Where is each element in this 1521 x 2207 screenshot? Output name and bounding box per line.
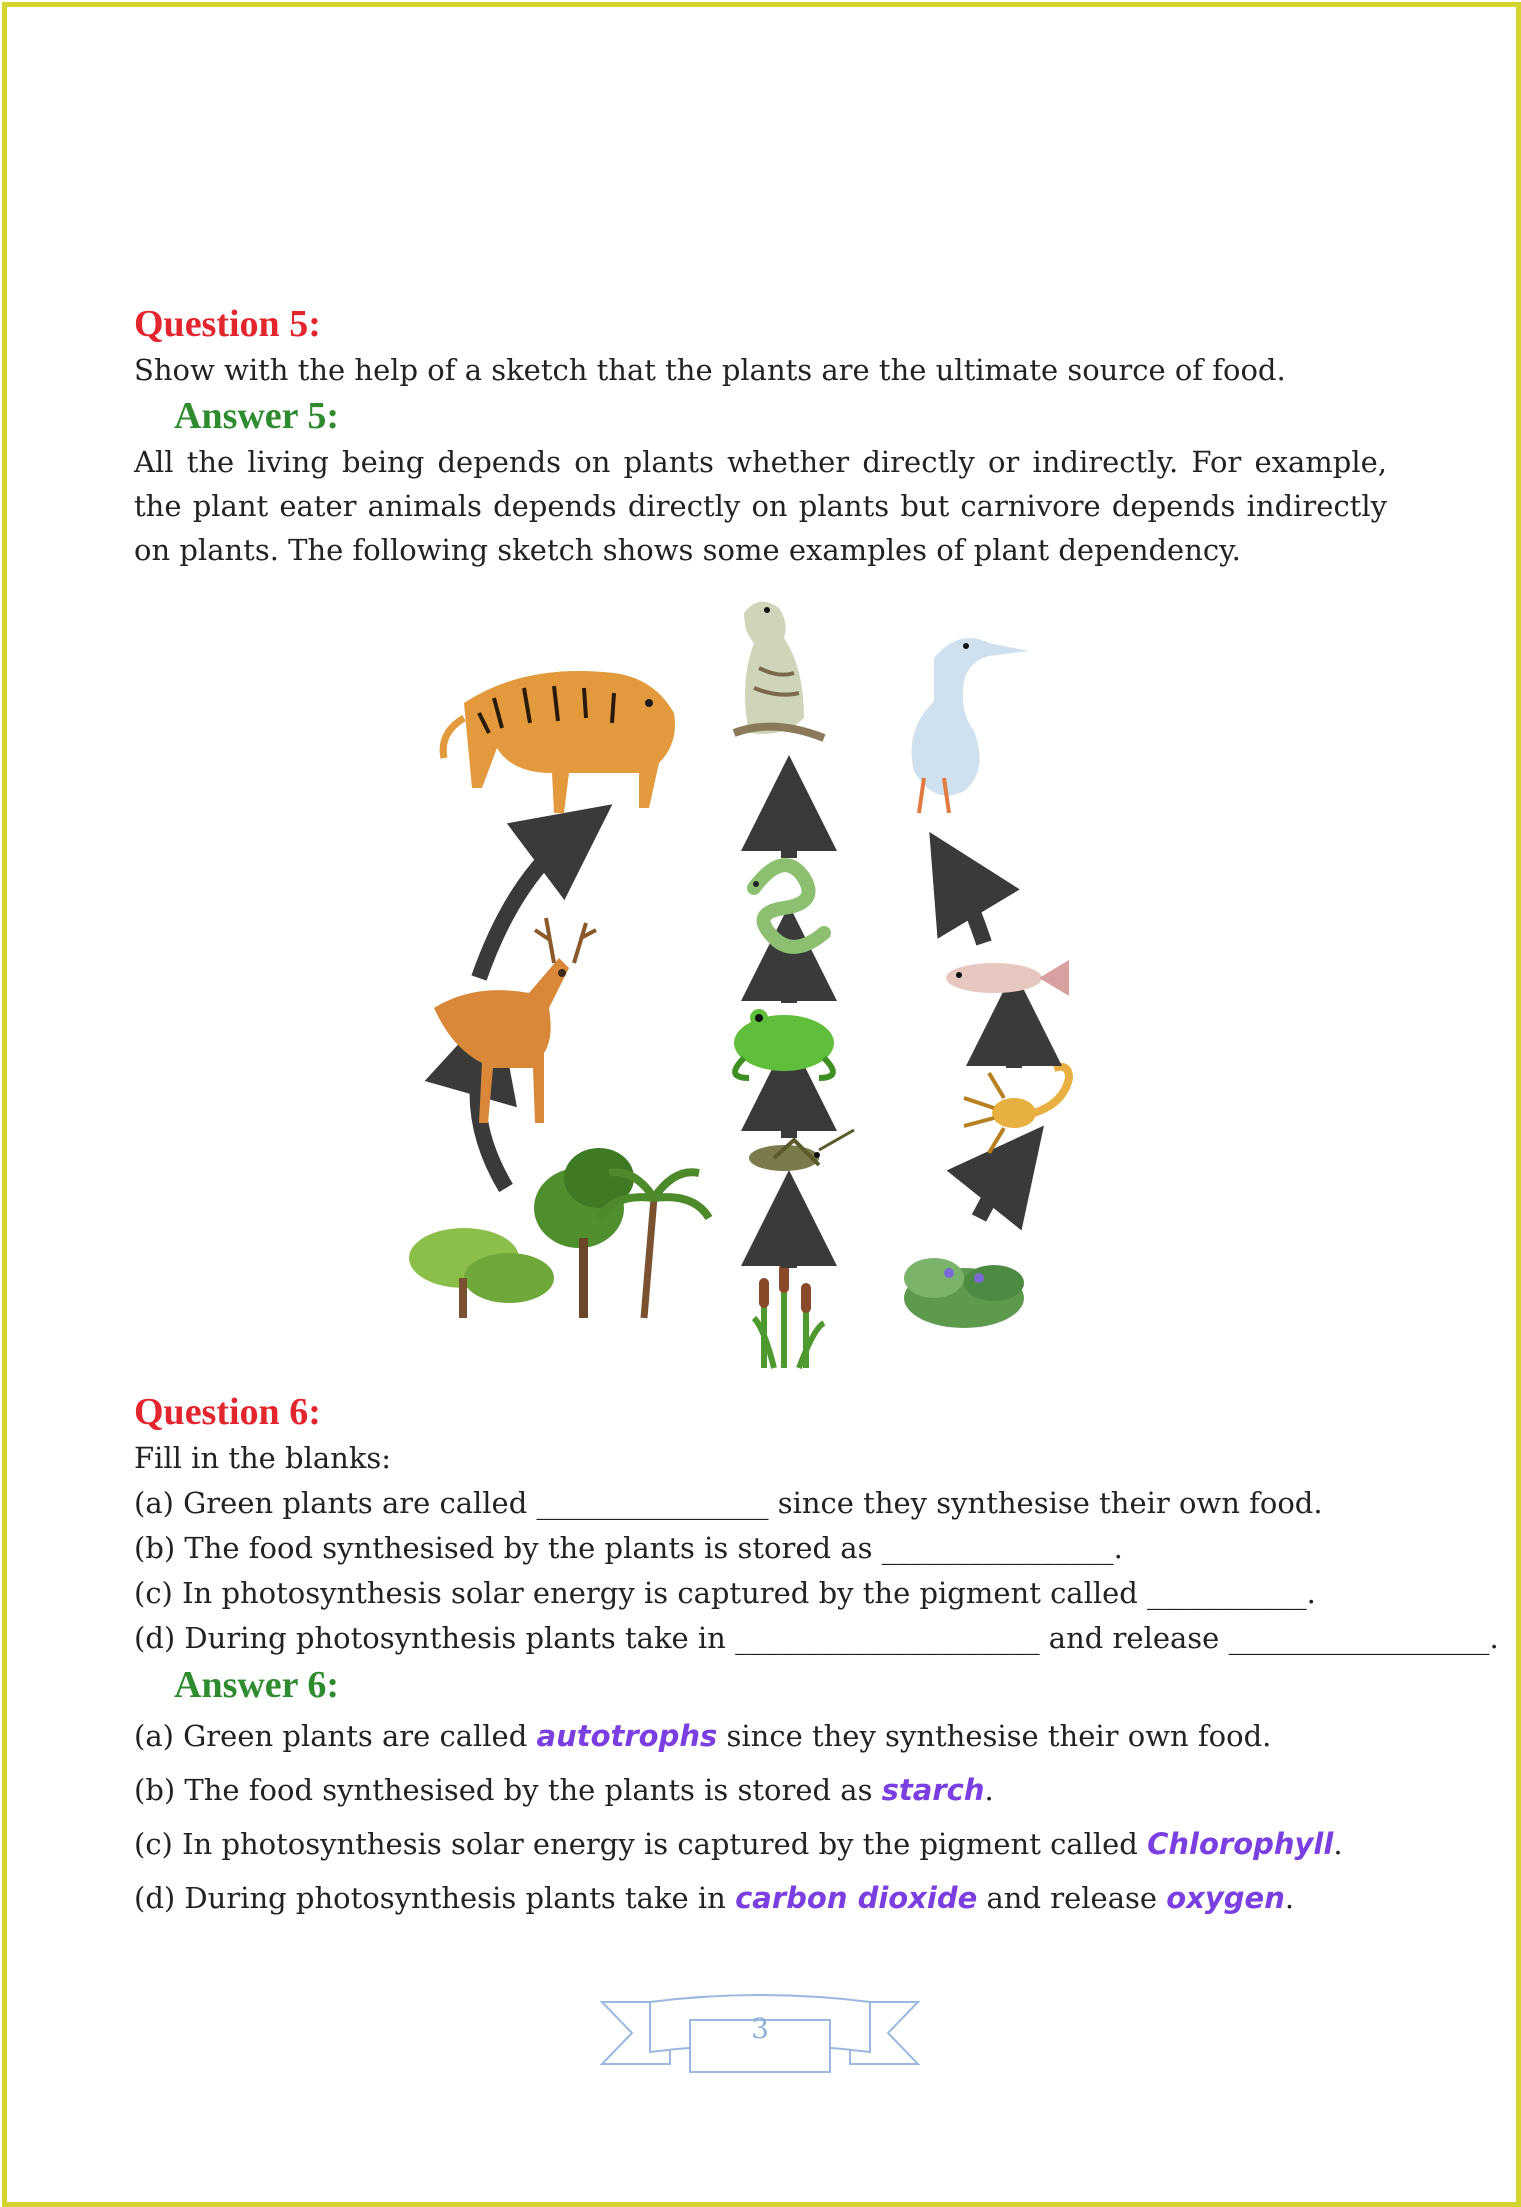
answer-6-d-fill-1: carbon dioxide: [735, 1881, 978, 1915]
answer-6-b-fill: starch: [881, 1773, 985, 1807]
heron-illustration: [912, 638, 1030, 813]
question-6-item-d: (d) During photosynthesis plants take in _____________________ and release __________________.: [134, 1621, 1499, 1655]
deer-illustration: [434, 918, 596, 1123]
snake-illustration: [753, 865, 824, 947]
answer-6-a-fill: autotrophs: [536, 1719, 718, 1753]
answer-6-d-fill-2: oxygen: [1166, 1881, 1285, 1915]
answer-5-heading: Answer 5:: [174, 395, 340, 437]
answer-6-d-mid: and release: [977, 1881, 1167, 1915]
fish-illustration: [946, 960, 1069, 996]
answer-6-item-c: [134, 1817, 1387, 1871]
answer-6-item-d: [134, 1871, 1387, 1925]
answer-6-d-post: .: [1284, 1881, 1295, 1915]
eagle-illustration: [734, 602, 824, 738]
question-6-item-a: (a) Green plants are called ________________ since they synthesise their own food.: [134, 1486, 1323, 1520]
answer-6-item-a: [134, 1709, 1387, 1763]
question-6-item-c: (c) In photosynthesis solar energy is captured by the pigment called ___________.: [134, 1576, 1316, 1610]
answer-6-d-text: (d) During photosynthesis plants take in: [134, 1881, 736, 1915]
food-chain-sketch: [134, 578, 1387, 1378]
page-number: 3: [751, 2012, 769, 2045]
tiger-illustration: [443, 671, 675, 813]
arrow-shrub-to-scorpion: [979, 1163, 1014, 1218]
answer-6-b-text: (b) The food synthesised by the plants is stored as: [134, 1773, 882, 1807]
question-6-intro: Fill in the blanks:: [134, 1441, 392, 1475]
answer-6-c-post: .: [1333, 1827, 1343, 1861]
question-6-heading: Question 6:: [134, 1391, 321, 1433]
arrow-deer-to-tiger: [479, 833, 574, 978]
shrub-illustration: [904, 1258, 1024, 1328]
answer-6-a-post: since they synthesise their own food.: [717, 1719, 1272, 1753]
question-5-heading: Question 5:: [134, 303, 321, 345]
grasshopper-illustration: [749, 1130, 854, 1171]
arrow-fish-to-heron: [954, 873, 984, 943]
answer-6-c-text: (c) In photosynthesis solar energy is captured by the pigment called: [134, 1827, 1148, 1861]
page-content: [134, 300, 1499, 1925]
scorpion-illustration: [964, 1067, 1069, 1153]
question-6-item-b: (b) The food synthesised by the plants is stored as ________________.: [134, 1531, 1123, 1565]
answer-6-b-post: .: [984, 1773, 994, 1807]
answer-6-item-b: [134, 1763, 1387, 1817]
trees-illustration: [409, 1148, 709, 1318]
answer-6-heading: Answer 6:: [174, 1664, 340, 1706]
answer-6-a-text: (a) Green plants are called: [134, 1719, 537, 1753]
question-5-text: Show with the help of a sketch that the plants are the ultimate source of food.: [134, 353, 1286, 387]
answer-5-paragraph: All the living being depends on plants whether directly or indirectly. For example, the plant eater animals depends directly on plants but carnivore depends indirectly on plants. The following sketch shows some examples of plant dependency.: [134, 445, 1387, 567]
reeds-illustration: [754, 1263, 824, 1368]
answer-6-c-fill: Chlorophyll: [1147, 1827, 1334, 1861]
frog-illustration: [734, 1009, 834, 1078]
food-chain-diagram: [134, 578, 1387, 1378]
page-footer: [600, 1990, 920, 2080]
